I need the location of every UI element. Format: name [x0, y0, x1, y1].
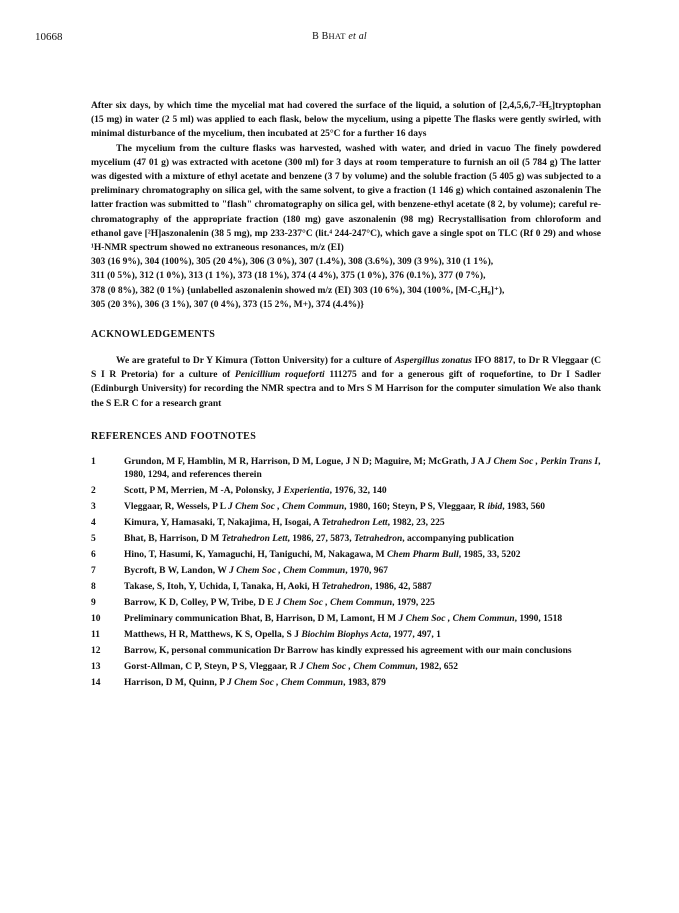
ack-text-b: IFO 8817, to Dr R Vleggaar (C S I R Pretoria) for a culture of: [91, 356, 601, 381]
ref-authors: Preliminary communication Bhat, B, Harrison, D M, Lamont, H M: [124, 613, 399, 624]
ref-journal: Tetrahedron Lett: [321, 517, 388, 528]
reference-number: 12: [91, 645, 101, 656]
reference-item: [91, 501, 601, 514]
ref-journal: J Chem Soc , Perkin Trans I: [486, 456, 599, 467]
reference-number: 2: [91, 485, 96, 496]
mass-spec-line: 378 (0 8%), 382 (0 1%) {unlabelled aszonalenin showed m/z (EI) 303 (10 6%), 304 (100%, [M-C₅H₉]⁺),: [91, 285, 505, 296]
reference-number: 5: [91, 533, 96, 544]
reference-number: 1: [91, 456, 96, 467]
reference-number: 11: [91, 629, 100, 640]
reference-text: [124, 661, 601, 674]
reference-item: [91, 485, 601, 498]
ref-journal: Tetrahedron: [321, 581, 370, 592]
reference-number: 13: [91, 661, 101, 672]
ref-journal: J Chem Soc , Chem Commun: [276, 597, 393, 608]
reference-text: [124, 597, 601, 610]
reference-text: [124, 533, 601, 546]
ref-volume: 32: [358, 485, 368, 496]
reference-text: [124, 456, 601, 482]
reference-text: [124, 677, 601, 690]
reference-item: [91, 517, 601, 530]
reference-item: [91, 613, 601, 626]
reference-number: 6: [91, 549, 96, 560]
ref-journal: Chem Pharm Bull: [386, 549, 459, 560]
reference-number: 10: [91, 613, 101, 624]
reference-text: [124, 549, 601, 562]
ack-organism-2: Penicillium roqueforti: [234, 370, 325, 381]
reference-text: [124, 581, 601, 594]
ref-authors: Barrow, K, personal communication Dr Barrow has kindly expressed his agreement with our main conclusions: [124, 645, 572, 656]
reference-text: [124, 565, 601, 578]
paragraph-labelling: After six days, by which time the mycelial mat had covered the surface of the liquid, a solution of [2,4,5,6,7-²H₅]tryptophan (15 mg) in water (2 5 ml) was applied to each flask, below the mycelium, using a pipette The flasks were gently swirled, with minimal disturbance of the mycelium, then incubated at 25°C for a further 16 days: [91, 101, 601, 140]
ref-pages: , 5887: [407, 581, 432, 592]
reference-text: [124, 629, 601, 642]
ref-details: , 1977,: [388, 629, 418, 640]
reference-list: [91, 456, 601, 690]
acknowledgements-heading: ACKNOWLEDGEMENTS: [91, 329, 216, 341]
reference-text: [124, 501, 601, 514]
paragraph-isolation: The mycelium from the culture flasks was harvested, washed with water, and dried in vacuo The finely powdered mycelium (47 01 g) was extracted with acetone (300 ml) for 3 days at room temperature to furnish an oil (5 784 g) The latter was digested with a mixture of ethyl acetate and benzene (3 7 by volume) and the soluble fraction (5 405 g) was subjected to a preliminary chromatography on silica gel, with the same solvent, to give a fraction (1 146 g) which contained aszonalenin The latter fraction was submitted to "flash" chromatography on silica gel, with benzene-ethyl acetate (8 2, by volume); careful re-chromatography of the appropriate fraction (180 mg) gave aszonalenin (98 mg) Recrystallisation from chloroform and ethanol gave [²H]aszonalenin (38 5 mg), mp 233-237°C (lit.⁴ 244-247°C), which gave a single spot on TLC (Rf 0 29) and whose ¹H-NMR spectrum showed no extraneous resonances, m/z (EI): [91, 143, 601, 254]
ref-journal: Tetrahedron Lett: [221, 533, 288, 544]
reference-item: [91, 565, 601, 578]
ref-authors: Bhat, B, Harrison, D M: [124, 533, 222, 544]
reference-number: 7: [91, 565, 96, 576]
ack-text-c: 111275 and for a generous gift of roquefortine, to Dr I Sadler (Edinburgh University) for recording the NMR spectra and to Mrs S M Harrison for the computer simulation We also thank the S E.R C for a research grant: [91, 370, 601, 409]
ref-journal: Biochim Biophys Acta: [301, 629, 389, 640]
reference-number: 8: [91, 581, 96, 592]
ref-pages: , 140: [367, 485, 387, 496]
ref-volume: 33: [487, 549, 497, 560]
ack-text-a: We are grateful to Dr Y Kimura (Totton University) for a culture of: [116, 356, 395, 367]
references-heading: REFERENCES AND FOOTNOTES: [91, 430, 257, 442]
ref-authors: Gorst-Allman, C P, Steyn, P S, Vleggaar, R: [124, 661, 300, 672]
running-head-small: HAT: [328, 31, 346, 41]
ref-details: , 1980, 160; Steyn, P S, Vleggaar, R: [344, 501, 488, 512]
ref-journal: J Chem Soc , Chem Commun: [227, 501, 345, 512]
ref-journal: J Chem Soc , Chem Commun: [226, 677, 344, 688]
ref-journal: J Chem Soc , Chem Commun: [398, 613, 515, 624]
ref-journal: J Chem Soc , Chem Commun: [299, 661, 416, 672]
ref-details: , 1980, 1294, and references therein: [124, 456, 601, 480]
ref-details: , 1982,: [387, 517, 417, 528]
ref-volume: 42: [398, 581, 408, 592]
reference-item: [91, 629, 601, 642]
ref-authors: Barrow, K D, Colley, P W, Tribe, D E: [124, 597, 277, 608]
ref-authors: Grundon, M F, Hamblin, M R, Harrison, D M, Logue, J N D; Maguire, M; McGrath, J A: [124, 456, 487, 467]
reference-item: [91, 456, 601, 482]
ref-pages: , 225: [425, 517, 445, 528]
mass-spec-line: 305 (20 3%), 306 (3 1%), 307 (0 4%), 373 (15 2%, M+), 374 (4.4%)}: [91, 299, 365, 310]
ref-authors: Matthews, H R, Matthews, K S, Opella, S J: [124, 629, 302, 640]
ref-pages: , 5202: [496, 549, 521, 560]
reference-text: [124, 613, 601, 626]
reference-number: 14: [91, 677, 101, 688]
page-number: 10668: [35, 31, 63, 43]
ref-authors: Harrison, D M, Quinn, P: [124, 677, 227, 688]
reference-item: [91, 661, 601, 674]
ref-details: , 1986,: [287, 533, 317, 544]
ref-volume: 27: [316, 533, 326, 544]
ref-journal-2: Tetrahedron: [354, 533, 403, 544]
ref-authors: Kimura, Y, Hamasaki, T, Nakajima, H, Isogai, A: [124, 517, 322, 528]
ref-details: , 1970, 967: [345, 565, 388, 576]
ref-journal: J Chem Soc , Chem Commun: [229, 565, 346, 576]
mass-spec-line: 303 (16 9%), 304 (100%), 305 (20 4%), 306 (3 0%), 307 (1.4%), 308 (3.6%), 309 (3 9%), 310 (1 1%),: [91, 257, 494, 268]
acknowledgements-text: [91, 354, 601, 411]
reference-item: [91, 677, 601, 690]
ref-authors: Takase, S, Itoh, Y, Uchida, I, Tanaka, H, Aoki, H: [124, 581, 322, 592]
ack-organism-1: Aspergillus zonatus: [394, 356, 472, 367]
ref-details: , 1983, 879: [343, 677, 386, 688]
ref-authors: Bycroft, B W, Landon, W: [124, 565, 230, 576]
reference-item: [91, 549, 601, 562]
ref-details: , 1986,: [369, 581, 399, 592]
reference-item: [91, 597, 601, 610]
ref-journal-2: ibid: [487, 501, 503, 512]
reference-text: [124, 645, 601, 658]
reference-number: 3: [91, 501, 96, 512]
ref-authors: Hino, T, Hasumi, K, Yamaguchi, H, Taniguchi, M, Nakagawa, M: [124, 549, 387, 560]
running-head: [0, 31, 679, 42]
reference-number: 4: [91, 517, 96, 528]
reference-item: [91, 581, 601, 594]
ref-pages: , 5873,: [325, 533, 355, 544]
ref-details: , 1985,: [458, 549, 488, 560]
ref-volume: 23: [416, 517, 426, 528]
reference-text: [124, 485, 601, 498]
running-head-prefix: B B: [312, 31, 329, 42]
ref-journal: Experientia: [283, 485, 330, 496]
ref-details: , 1990, 1518: [514, 613, 563, 624]
ref-volume: 497: [417, 629, 432, 640]
running-head-suffix: et al: [348, 31, 367, 42]
reference-item: [91, 533, 601, 546]
reference-item: [91, 645, 601, 658]
reference-text: [124, 517, 601, 530]
ref-pages: , 1: [431, 629, 441, 640]
ref-details: , 1976,: [329, 485, 359, 496]
reference-number: 9: [91, 597, 96, 608]
ref-details: , 1979, 225: [392, 597, 435, 608]
mass-spec-line: 311 (0 5%), 312 (1 0%), 313 (1 1%), 373 (18 1%), 374 (4 4%), 375 (1 0%), 376 (0.1%), 377 (0 7%),: [91, 271, 486, 282]
article-body: [91, 99, 601, 693]
ref-pages: , 1983, 560: [502, 501, 545, 512]
ref-authors: Vleggaar, R, Wessels, P L: [124, 501, 228, 512]
ref-authors: Scott, P M, Merrien, M -A, Polonsky, J: [124, 485, 284, 496]
ref-note: , accompanying publication: [402, 533, 514, 544]
ref-details: , 1982, 652: [415, 661, 459, 672]
